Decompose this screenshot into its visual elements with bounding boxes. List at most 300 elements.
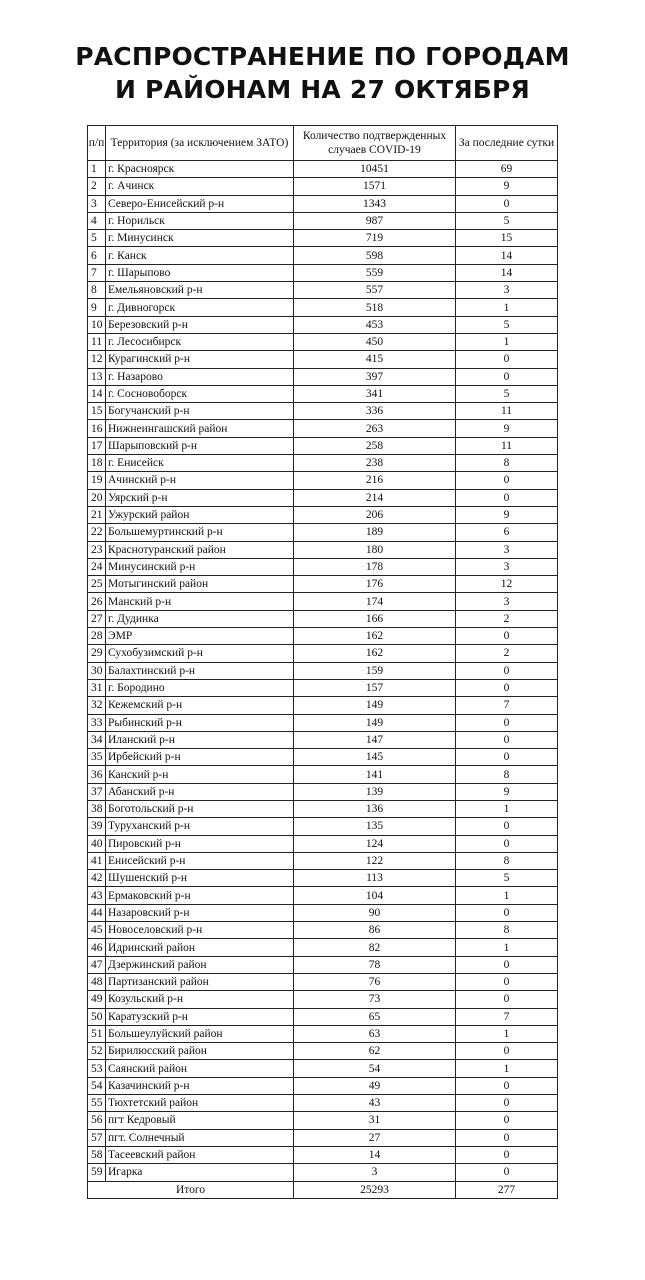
row-confirmed: 145 xyxy=(294,749,456,766)
table-row xyxy=(88,282,558,299)
row-confirmed: 598 xyxy=(294,247,456,264)
row-number: 28 xyxy=(88,628,106,645)
table-row xyxy=(88,628,558,645)
table-row xyxy=(88,731,558,748)
row-number: 1 xyxy=(88,161,106,178)
row-last-day: 0 xyxy=(456,973,558,990)
row-number: 53 xyxy=(88,1060,106,1077)
row-number: 24 xyxy=(88,558,106,575)
row-last-day: 0 xyxy=(456,991,558,1008)
row-last-day: 5 xyxy=(456,316,558,333)
row-confirmed: 450 xyxy=(294,333,456,350)
row-confirmed: 27 xyxy=(294,1129,456,1146)
table-row xyxy=(88,1060,558,1077)
row-territory: Кежемский р-н xyxy=(106,697,294,714)
row-confirmed: 73 xyxy=(294,991,456,1008)
row-territory: Сухобузимский р-н xyxy=(106,645,294,662)
row-confirmed: 63 xyxy=(294,1025,456,1042)
table-row xyxy=(88,800,558,817)
row-last-day: 14 xyxy=(456,247,558,264)
row-number: 29 xyxy=(88,645,106,662)
table-row xyxy=(88,973,558,990)
row-territory: Партизанский район xyxy=(106,973,294,990)
row-territory: Боготольский р-н xyxy=(106,800,294,817)
row-territory: Рыбинский р-н xyxy=(106,714,294,731)
row-territory: Идринский район xyxy=(106,939,294,956)
row-territory: Ирбейский р-н xyxy=(106,749,294,766)
row-confirmed: 135 xyxy=(294,818,456,835)
row-territory: Минусинский р-н xyxy=(106,558,294,575)
row-last-day: 2 xyxy=(456,610,558,627)
row-confirmed: 518 xyxy=(294,299,456,316)
row-confirmed: 214 xyxy=(294,489,456,506)
row-confirmed: 122 xyxy=(294,852,456,869)
row-territory: Балахтинский р-н xyxy=(106,662,294,679)
table-row xyxy=(88,541,558,558)
row-territory: Бирилюсский район xyxy=(106,1043,294,1060)
row-confirmed: 1571 xyxy=(294,178,456,195)
row-territory: Ужурский район xyxy=(106,506,294,523)
row-confirmed: 176 xyxy=(294,576,456,593)
row-confirmed: 90 xyxy=(294,904,456,921)
table-row xyxy=(88,610,558,627)
header-last-day: За последние сутки xyxy=(456,126,558,161)
row-territory: Мотыгинский район xyxy=(106,576,294,593)
row-last-day: 0 xyxy=(456,1129,558,1146)
row-last-day: 3 xyxy=(456,541,558,558)
row-territory: г. Норильск xyxy=(106,212,294,229)
table-row xyxy=(88,212,558,229)
row-last-day: 7 xyxy=(456,697,558,714)
row-confirmed: 336 xyxy=(294,403,456,420)
row-number: 35 xyxy=(88,749,106,766)
row-confirmed: 139 xyxy=(294,783,456,800)
row-last-day: 0 xyxy=(456,1095,558,1112)
row-number: 52 xyxy=(88,1043,106,1060)
table-row xyxy=(88,1146,558,1163)
table-row xyxy=(88,524,558,541)
row-number: 32 xyxy=(88,697,106,714)
row-confirmed: 559 xyxy=(294,264,456,281)
row-last-day: 0 xyxy=(456,956,558,973)
row-last-day: 0 xyxy=(456,351,558,368)
table-row xyxy=(88,558,558,575)
row-territory: г. Назарово xyxy=(106,368,294,385)
row-number: 43 xyxy=(88,887,106,904)
row-last-day: 1 xyxy=(456,887,558,904)
table-row xyxy=(88,437,558,454)
row-last-day: 14 xyxy=(456,264,558,281)
row-number: 21 xyxy=(88,506,106,523)
row-territory: пгт. Солнечный xyxy=(106,1129,294,1146)
row-territory: Большемуртинский р-н xyxy=(106,524,294,541)
table-row xyxy=(88,1008,558,1025)
row-territory: Шарыповский р-н xyxy=(106,437,294,454)
table-row xyxy=(88,385,558,402)
row-number: 30 xyxy=(88,662,106,679)
row-territory: Козульский р-н xyxy=(106,991,294,1008)
row-last-day: 5 xyxy=(456,870,558,887)
row-confirmed: 43 xyxy=(294,1095,456,1112)
row-territory: Пировский р-н xyxy=(106,835,294,852)
row-last-day: 0 xyxy=(456,1164,558,1181)
table-row xyxy=(88,679,558,696)
row-number: 46 xyxy=(88,939,106,956)
table-row xyxy=(88,1077,558,1094)
table-row xyxy=(88,662,558,679)
row-confirmed: 415 xyxy=(294,351,456,368)
row-confirmed: 453 xyxy=(294,316,456,333)
row-confirmed: 178 xyxy=(294,558,456,575)
row-number: 37 xyxy=(88,783,106,800)
row-confirmed: 1343 xyxy=(294,195,456,212)
row-last-day: 0 xyxy=(456,818,558,835)
row-territory: г. Енисейск xyxy=(106,455,294,472)
table-row xyxy=(88,161,558,178)
row-last-day: 0 xyxy=(456,714,558,731)
table-row xyxy=(88,697,558,714)
row-confirmed: 65 xyxy=(294,1008,456,1025)
row-last-day: 15 xyxy=(456,230,558,247)
row-territory: Шушенский р-н xyxy=(106,870,294,887)
row-number: 3 xyxy=(88,195,106,212)
row-confirmed: 397 xyxy=(294,368,456,385)
row-territory: г. Бородино xyxy=(106,679,294,696)
row-territory: Емельяновский р-н xyxy=(106,282,294,299)
row-territory: Нижнеингашский район xyxy=(106,420,294,437)
row-number: 14 xyxy=(88,385,106,402)
row-last-day: 69 xyxy=(456,161,558,178)
row-confirmed: 49 xyxy=(294,1077,456,1094)
row-territory: Тасеевский район xyxy=(106,1146,294,1163)
row-number: 58 xyxy=(88,1146,106,1163)
table-row xyxy=(88,714,558,731)
table-row xyxy=(88,922,558,939)
row-confirmed: 258 xyxy=(294,437,456,454)
row-last-day: 0 xyxy=(456,195,558,212)
row-last-day: 9 xyxy=(456,420,558,437)
row-confirmed: 147 xyxy=(294,731,456,748)
row-number: 38 xyxy=(88,800,106,817)
table-row xyxy=(88,991,558,1008)
row-last-day: 0 xyxy=(456,472,558,489)
row-confirmed: 76 xyxy=(294,973,456,990)
table-row xyxy=(88,1164,558,1181)
row-last-day: 1 xyxy=(456,299,558,316)
title-line-1: РАСПРОСТРАНЕНИЕ ПО ГОРОДАМ xyxy=(75,42,570,71)
totals-last-day: 277 xyxy=(456,1181,558,1198)
row-number: 20 xyxy=(88,489,106,506)
row-territory: Ачинский р-н xyxy=(106,472,294,489)
row-confirmed: 124 xyxy=(294,835,456,852)
row-last-day: 2 xyxy=(456,645,558,662)
row-last-day: 8 xyxy=(456,766,558,783)
row-last-day: 8 xyxy=(456,852,558,869)
row-number: 9 xyxy=(88,299,106,316)
row-number: 39 xyxy=(88,818,106,835)
row-territory: г. Минусинск xyxy=(106,230,294,247)
row-number: 19 xyxy=(88,472,106,489)
row-last-day: 1 xyxy=(456,939,558,956)
row-confirmed: 149 xyxy=(294,697,456,714)
row-territory: г. Шарыпово xyxy=(106,264,294,281)
row-territory: Новоселовский р-н xyxy=(106,922,294,939)
row-confirmed: 159 xyxy=(294,662,456,679)
row-last-day: 0 xyxy=(456,368,558,385)
row-last-day: 0 xyxy=(456,835,558,852)
table-row xyxy=(88,351,558,368)
row-confirmed: 104 xyxy=(294,887,456,904)
table-row xyxy=(88,783,558,800)
table-row xyxy=(88,1095,558,1112)
row-territory: Большеулуйский район xyxy=(106,1025,294,1042)
row-territory: Туруханский р-н xyxy=(106,818,294,835)
row-last-day: 0 xyxy=(456,749,558,766)
table-row xyxy=(88,887,558,904)
row-last-day: 0 xyxy=(456,1043,558,1060)
row-number: 48 xyxy=(88,973,106,990)
row-confirmed: 157 xyxy=(294,679,456,696)
table-row xyxy=(88,368,558,385)
row-last-day: 0 xyxy=(456,1146,558,1163)
row-number: 4 xyxy=(88,212,106,229)
row-last-day: 0 xyxy=(456,904,558,921)
row-confirmed: 987 xyxy=(294,212,456,229)
row-number: 50 xyxy=(88,1008,106,1025)
row-confirmed: 263 xyxy=(294,420,456,437)
row-number: 18 xyxy=(88,455,106,472)
row-number: 23 xyxy=(88,541,106,558)
row-last-day: 6 xyxy=(456,524,558,541)
row-confirmed: 141 xyxy=(294,766,456,783)
row-number: 26 xyxy=(88,593,106,610)
table-row xyxy=(88,576,558,593)
row-territory: Краснотуранский район xyxy=(106,541,294,558)
totals-confirmed: 25293 xyxy=(294,1181,456,1198)
row-last-day: 1 xyxy=(456,800,558,817)
row-number: 6 xyxy=(88,247,106,264)
row-territory: Северо-Енисейский р-н xyxy=(106,195,294,212)
row-number: 33 xyxy=(88,714,106,731)
row-last-day: 3 xyxy=(456,282,558,299)
row-number: 12 xyxy=(88,351,106,368)
table-row xyxy=(88,1112,558,1129)
row-territory: Тюхтетский район xyxy=(106,1095,294,1112)
row-territory: Березовский р-н xyxy=(106,316,294,333)
row-territory: г. Красноярск xyxy=(106,161,294,178)
row-confirmed: 86 xyxy=(294,922,456,939)
totals-label: Итого xyxy=(88,1181,294,1198)
row-number: 7 xyxy=(88,264,106,281)
row-confirmed: 162 xyxy=(294,628,456,645)
row-confirmed: 206 xyxy=(294,506,456,523)
row-number: 44 xyxy=(88,904,106,921)
row-number: 31 xyxy=(88,679,106,696)
row-confirmed: 189 xyxy=(294,524,456,541)
table-row xyxy=(88,403,558,420)
row-last-day: 0 xyxy=(456,628,558,645)
row-confirmed: 113 xyxy=(294,870,456,887)
row-last-day: 1 xyxy=(456,333,558,350)
row-confirmed: 341 xyxy=(294,385,456,402)
row-confirmed: 78 xyxy=(294,956,456,973)
row-last-day: 0 xyxy=(456,679,558,696)
table-row xyxy=(88,264,558,281)
table-row xyxy=(88,904,558,921)
row-territory: Манский р-н xyxy=(106,593,294,610)
row-last-day: 1 xyxy=(456,1025,558,1042)
row-number: 8 xyxy=(88,282,106,299)
row-territory: Уярский р-н xyxy=(106,489,294,506)
row-last-day: 1 xyxy=(456,1060,558,1077)
row-confirmed: 10451 xyxy=(294,161,456,178)
header-confirmed: Количество подтвержденных случаев COVID-19 xyxy=(294,126,456,161)
row-last-day: 9 xyxy=(456,506,558,523)
table-row xyxy=(88,230,558,247)
row-number: 54 xyxy=(88,1077,106,1094)
row-confirmed: 136 xyxy=(294,800,456,817)
row-territory: Каратузский р-н xyxy=(106,1008,294,1025)
row-territory: Енисейский р-н xyxy=(106,852,294,869)
row-last-day: 0 xyxy=(456,731,558,748)
row-last-day: 12 xyxy=(456,576,558,593)
row-number: 55 xyxy=(88,1095,106,1112)
row-number: 11 xyxy=(88,333,106,350)
row-last-day: 5 xyxy=(456,212,558,229)
table-row xyxy=(88,818,558,835)
row-number: 22 xyxy=(88,524,106,541)
row-number: 40 xyxy=(88,835,106,852)
row-last-day: 8 xyxy=(456,922,558,939)
row-confirmed: 557 xyxy=(294,282,456,299)
row-number: 42 xyxy=(88,870,106,887)
table-row xyxy=(88,939,558,956)
table-row xyxy=(88,299,558,316)
row-number: 45 xyxy=(88,922,106,939)
row-territory: г. Ачинск xyxy=(106,178,294,195)
table-row xyxy=(88,956,558,973)
table-row xyxy=(88,645,558,662)
row-confirmed: 62 xyxy=(294,1043,456,1060)
row-last-day: 9 xyxy=(456,783,558,800)
row-number: 59 xyxy=(88,1164,106,1181)
row-last-day: 3 xyxy=(456,558,558,575)
row-confirmed: 238 xyxy=(294,455,456,472)
row-confirmed: 180 xyxy=(294,541,456,558)
table-row xyxy=(88,195,558,212)
row-territory: г. Сосновоборск xyxy=(106,385,294,402)
row-number: 15 xyxy=(88,403,106,420)
row-territory: Игарка xyxy=(106,1164,294,1181)
row-confirmed: 162 xyxy=(294,645,456,662)
row-number: 49 xyxy=(88,991,106,1008)
row-territory: г. Канск xyxy=(106,247,294,264)
row-confirmed: 14 xyxy=(294,1146,456,1163)
table-row xyxy=(88,835,558,852)
row-number: 10 xyxy=(88,316,106,333)
row-confirmed: 31 xyxy=(294,1112,456,1129)
row-confirmed: 54 xyxy=(294,1060,456,1077)
row-number: 2 xyxy=(88,178,106,195)
table-row xyxy=(88,852,558,869)
page-title xyxy=(0,40,645,106)
table-row xyxy=(88,749,558,766)
row-number: 16 xyxy=(88,420,106,437)
title-line-2: И РАЙОНАМ НА 27 ОКТЯБРЯ xyxy=(114,75,530,104)
row-last-day: 5 xyxy=(456,385,558,402)
row-last-day: 0 xyxy=(456,489,558,506)
row-territory: Богучанский р-н xyxy=(106,403,294,420)
row-territory: ЭМР xyxy=(106,628,294,645)
row-number: 56 xyxy=(88,1112,106,1129)
header-num: п/п xyxy=(88,126,106,161)
row-territory: Дзержинский район xyxy=(106,956,294,973)
table-row xyxy=(88,472,558,489)
row-last-day: 3 xyxy=(456,593,558,610)
row-territory: Канский р-н xyxy=(106,766,294,783)
table-body xyxy=(88,161,558,1182)
row-confirmed: 719 xyxy=(294,230,456,247)
table-row xyxy=(88,420,558,437)
table-row xyxy=(88,870,558,887)
row-number: 13 xyxy=(88,368,106,385)
table-row xyxy=(88,178,558,195)
header-territory: Территория (за исключением ЗАТО) xyxy=(106,126,294,161)
table-row xyxy=(88,506,558,523)
row-number: 36 xyxy=(88,766,106,783)
row-number: 47 xyxy=(88,956,106,973)
table-row xyxy=(88,1025,558,1042)
row-number: 25 xyxy=(88,576,106,593)
table-row xyxy=(88,593,558,610)
row-number: 34 xyxy=(88,731,106,748)
row-territory: г. Дивногорск xyxy=(106,299,294,316)
table-row xyxy=(88,316,558,333)
row-last-day: 9 xyxy=(456,178,558,195)
table-row xyxy=(88,247,558,264)
row-territory: пгт Кедровый xyxy=(106,1112,294,1129)
row-last-day: 11 xyxy=(456,403,558,420)
row-last-day: 7 xyxy=(456,1008,558,1025)
row-last-day: 0 xyxy=(456,1112,558,1129)
table-row xyxy=(88,333,558,350)
row-territory: Казачинский р-н xyxy=(106,1077,294,1094)
table-header-row xyxy=(88,126,558,161)
table-row xyxy=(88,766,558,783)
row-territory: Абанский р-н xyxy=(106,783,294,800)
row-territory: г. Лесосибирск xyxy=(106,333,294,350)
row-territory: Иланский р-н xyxy=(106,731,294,748)
covid-cases-table xyxy=(87,125,558,1199)
row-territory: Курагинский р-н xyxy=(106,351,294,368)
row-confirmed: 174 xyxy=(294,593,456,610)
row-number: 51 xyxy=(88,1025,106,1042)
table-row xyxy=(88,1043,558,1060)
table-row xyxy=(88,455,558,472)
row-confirmed: 166 xyxy=(294,610,456,627)
row-last-day: 0 xyxy=(456,662,558,679)
row-number: 27 xyxy=(88,610,106,627)
table-row xyxy=(88,489,558,506)
row-confirmed: 82 xyxy=(294,939,456,956)
row-territory: Саянский район xyxy=(106,1060,294,1077)
row-last-day: 0 xyxy=(456,1077,558,1094)
row-number: 41 xyxy=(88,852,106,869)
row-last-day: 11 xyxy=(456,437,558,454)
row-number: 57 xyxy=(88,1129,106,1146)
row-last-day: 8 xyxy=(456,455,558,472)
row-territory: Назаровский р-н xyxy=(106,904,294,921)
